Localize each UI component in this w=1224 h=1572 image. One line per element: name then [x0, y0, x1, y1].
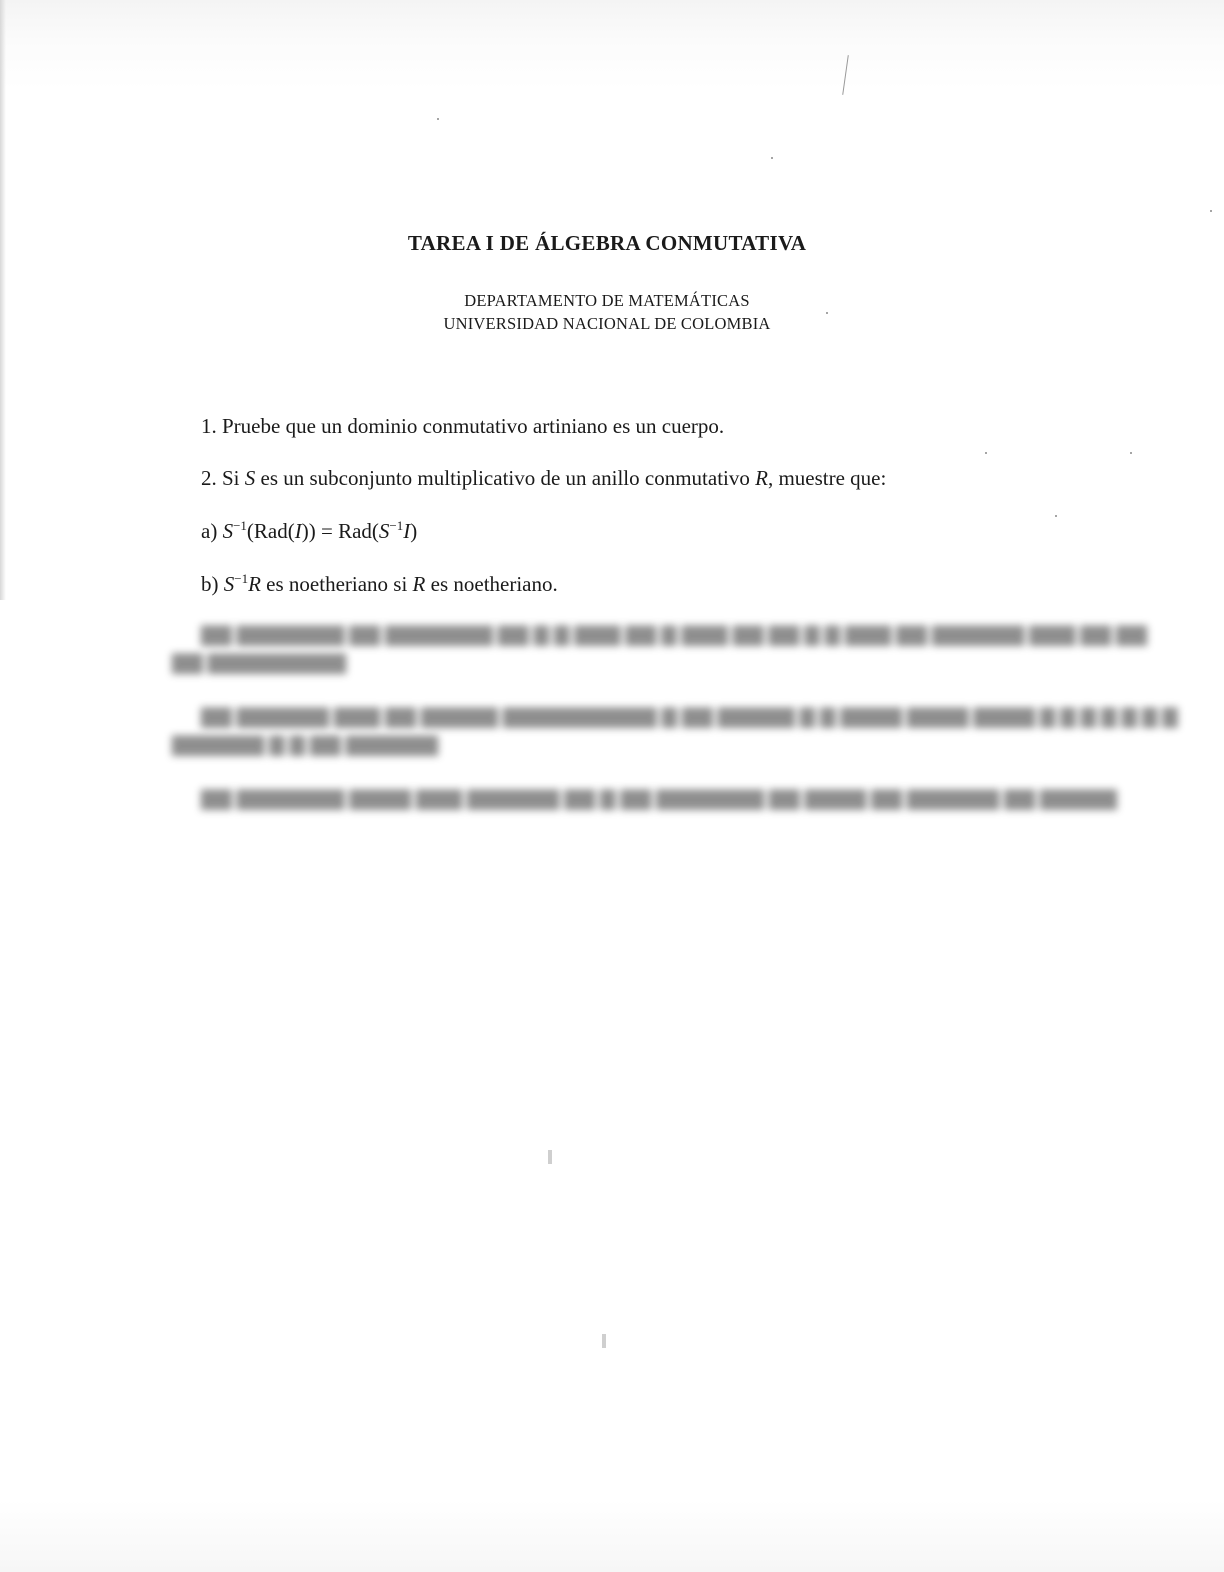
scan-speck	[826, 312, 828, 314]
redacted-problem-3-line-2: ▇▇ ▇▇▇▇▇▇▇▇▇	[172, 652, 347, 674]
redacted-problem-4-line-1: ▇▇ ▇▇▇▇▇▇ ▇▇▇ ▇▇ ▇▇▇▇▇ ▇▇▇▇▇▇▇▇▇▇ ▇ ▇▇ ▇▇▇▇▇ ▇ ▇ ▇▇▇▇ ▇▇▇▇ ▇▇▇▇ ▇ ▇ ▇ ▇ ▇ ▇ ▇	[201, 706, 1178, 728]
scan-speck	[1130, 452, 1132, 454]
redacted-problem-5-line-1: ▇▇ ▇▇▇▇▇▇▇ ▇▇▇▇ ▇▇▇ ▇▇▇▇▇▇ ▇▇ ▇ ▇▇ ▇▇▇▇▇▇▇ ▇▇ ▇▇▇▇ ▇▇ ▇▇▇▇▇▇ ▇▇ ▇▇▇▇▇	[201, 788, 1117, 810]
scan-speck	[1210, 210, 1212, 212]
document-title: TAREA I DE ÁLGEBRA CONMUTATIVA	[407, 231, 807, 255]
symbol-r: R	[248, 572, 261, 596]
problem-2-text: es un subconjunto multiplicativo de un anillo conmutativo	[255, 466, 756, 490]
scan-artifact	[548, 1150, 552, 1164]
symbol-s: S	[223, 572, 235, 596]
problem-2-text: 2. Si	[201, 466, 245, 490]
item-label: b)	[201, 572, 224, 596]
redacted-problem-4-line-2: ▇▇▇▇▇▇ ▇ ▇ ▇▇ ▇▇▇▇▇▇	[172, 734, 439, 756]
symbol-r: R	[412, 572, 426, 596]
symbol-i: I	[294, 519, 302, 543]
scan-speck	[1055, 515, 1057, 517]
scan-speck	[771, 157, 773, 159]
scan-speck	[985, 452, 987, 454]
symbol-s: S	[378, 519, 390, 543]
problem-2b-text: es noetheriano si	[260, 572, 413, 596]
symbol-r: R	[755, 466, 768, 490]
formula-text: )	[410, 519, 418, 543]
formula-text: )) = Rad(	[301, 519, 379, 543]
redacted-problem-3-line-1: ▇▇ ▇▇▇▇▇▇▇ ▇▇ ▇▇▇▇▇▇▇ ▇▇ ▇ ▇ ▇▇▇ ▇▇ ▇ ▇▇▇ ▇▇ ▇▇ ▇ ▇ ▇▇▇ ▇▇ ▇▇▇▇▇▇ ▇▇▇ ▇▇ ▇▇	[201, 624, 1147, 646]
symbol-i: I	[403, 519, 411, 543]
problem-2b-text: es noetheriano.	[425, 572, 558, 596]
symbol-s: S	[222, 519, 234, 543]
university-line: UNIVERSIDAD NACIONAL DE COLOMBIA	[443, 314, 771, 333]
problem-2	[201, 466, 886, 491]
symbol-s: S	[244, 466, 256, 490]
problem-2a	[201, 519, 417, 544]
scan-artifact	[842, 55, 849, 95]
problem-2-text: , muestre que:	[767, 466, 887, 490]
exponent: −1	[233, 518, 247, 533]
item-label: a)	[201, 519, 223, 543]
problem-2b	[201, 572, 558, 597]
problem-1: 1. Pruebe que un dominio conmutativo artiniano es un cuerpo.	[201, 414, 725, 438]
exponent: −1	[234, 571, 249, 586]
department-line: DEPARTAMENTO DE MATEMÁTICAS	[464, 291, 750, 310]
scan-artifact	[602, 1334, 606, 1348]
exponent: −1	[389, 518, 404, 533]
formula-text: (Rad(	[246, 519, 295, 543]
scan-speck	[437, 118, 439, 120]
